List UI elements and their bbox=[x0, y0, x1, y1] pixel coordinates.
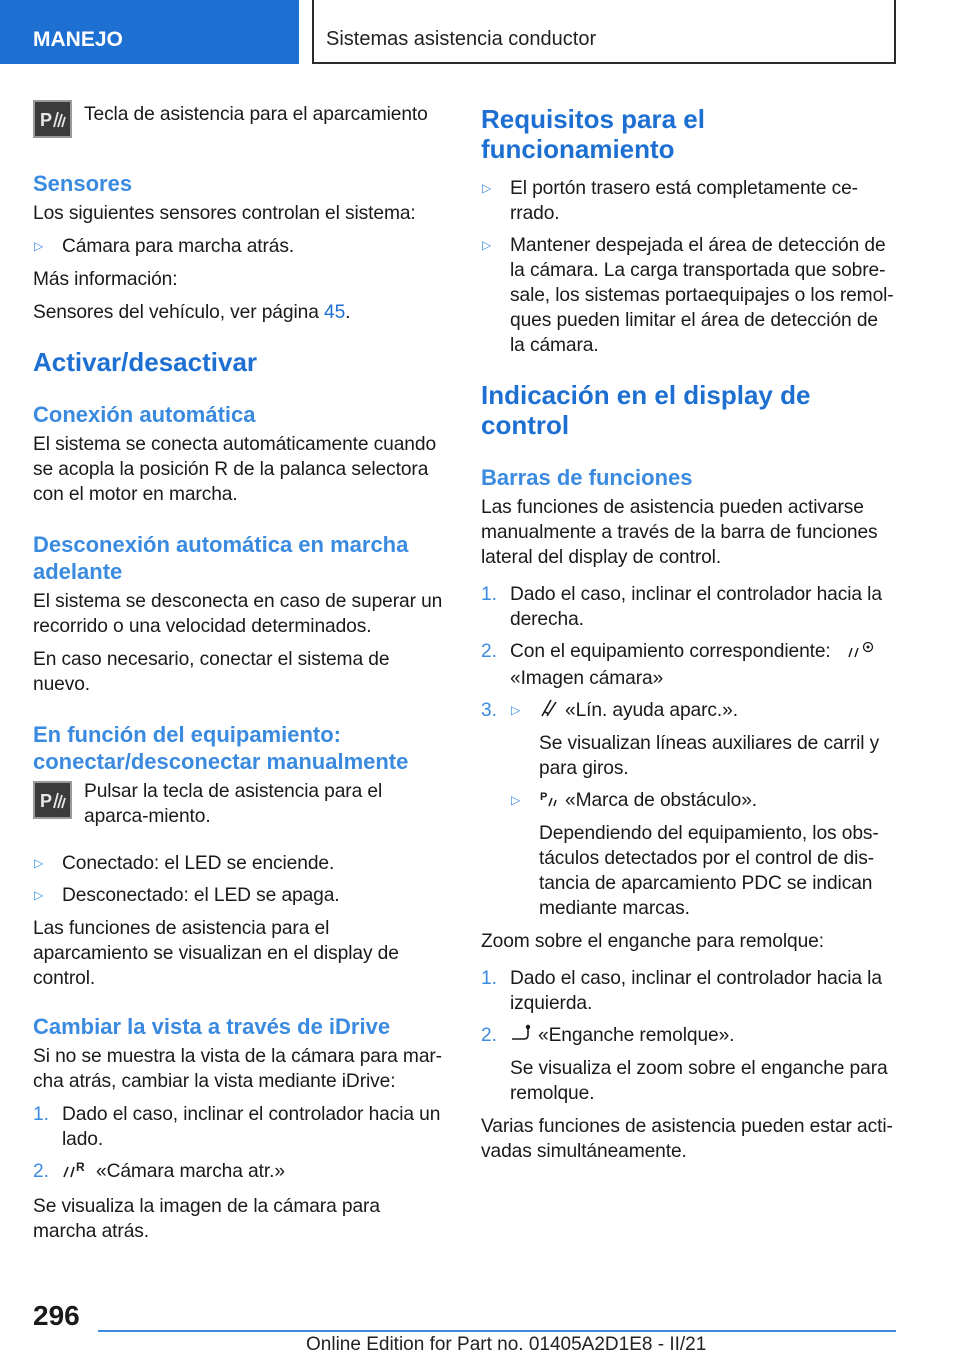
left-column bbox=[33, 100, 447, 1252]
p-visualiza: Se visualiza la imagen de la cámara para marcha atrás. bbox=[33, 1196, 380, 1242]
p-funciones: Las funciones de asistencia para el aparcamiento se visualizan en el display de control. bbox=[33, 918, 399, 989]
sub-description: Se visualizan líneas auxiliares de carril y para giros. bbox=[539, 733, 880, 779]
svg-text:R: R bbox=[76, 1160, 85, 1174]
footer-edition: Online Edition for Part no. 01405A2D1E8 - II/21 bbox=[306, 1334, 707, 1355]
heading-cambiar: Cambiar la vista a través de iDrive bbox=[33, 1014, 391, 1039]
heading-activar: Activar/desactivar bbox=[33, 347, 258, 377]
header-section: MANEJO bbox=[0, 0, 299, 64]
heading-conexion: Conexión automática bbox=[33, 402, 256, 427]
key-row-1 bbox=[33, 100, 447, 138]
header-chapter: Sistemas asistencia conductor bbox=[312, 0, 896, 64]
page-number: 296 bbox=[33, 1300, 80, 1331]
heading-desconexion: Desconexión automática en marcha adelante bbox=[33, 532, 409, 584]
p-sensores-ref: Sensores del vehículo, ver página 45. bbox=[33, 302, 351, 323]
park-assist-key-icon bbox=[33, 781, 72, 819]
steps-zoom bbox=[481, 966, 895, 1106]
heading-barras: Barras de funciones bbox=[481, 465, 693, 490]
list-item: ▷ P «Marca de obstáculo». Dependiendo del equipamiento, los obs-táculos detectados por el control de dis-tancia de aparcamiento PDC se indican mediante marcas. bbox=[510, 788, 895, 921]
list-item: 1. Dado el caso, inclinar el controlador hacia la izquierda. bbox=[481, 968, 882, 1014]
p-desconexion-1: El sistema se desconecta en caso de superar un recorrido o una velocidad determinados. bbox=[33, 591, 443, 637]
list-item: 2. «Enganche remolque». Se visualiza el zoom sobre el enganche para remolque. bbox=[481, 1023, 895, 1106]
p-conexion: El sistema se conecta automáticamente cuando se acopla la posición R de la palanca selectora con el motor en marcha. bbox=[33, 434, 437, 505]
heading-sensores: Sensores bbox=[33, 171, 133, 196]
list-item: 1. Dado el caso, inclinar el controlador hacia un lado. bbox=[33, 1104, 441, 1150]
camera-settings-icon bbox=[846, 639, 876, 666]
svg-text:P: P bbox=[39, 110, 52, 130]
heading-requisitos: Requisitos para el funcionamiento bbox=[481, 104, 705, 164]
steps-barras bbox=[481, 582, 895, 921]
page-link[interactable]: 45 bbox=[324, 302, 346, 323]
key-row-2 bbox=[33, 781, 447, 837]
key-text-1: Tecla de asistencia para el aparcamiento bbox=[84, 104, 428, 125]
list-sensores bbox=[33, 234, 447, 259]
steps-cambiar bbox=[33, 1102, 447, 1186]
right-column bbox=[481, 100, 895, 1172]
heading-indicacion: Indicación en el display de control bbox=[481, 380, 811, 440]
list-item: ▷ El portón trasero está completamente ce-rrado. bbox=[481, 176, 895, 226]
footer-divider bbox=[98, 1330, 896, 1332]
list-requisitos bbox=[481, 176, 895, 358]
list-led bbox=[33, 851, 447, 908]
key-text-2: Pulsar la tecla de asistencia para el aparca-miento. bbox=[84, 781, 383, 827]
trailer-hitch-icon bbox=[510, 1023, 532, 1050]
svg-text:P: ▷ P bbox=[540, 791, 548, 803]
list-item: ▷ «Lín. ayuda aparc.». Se visualizan líneas auxiliares de carril y para giros. bbox=[510, 698, 895, 781]
list-item: ▷ Conectado: el LED se enciende. bbox=[33, 851, 447, 876]
list-item: 2. R «Cámara marcha atr.» bbox=[33, 1159, 447, 1186]
list-item: ▷ Cámara para marcha atrás. bbox=[33, 234, 447, 259]
heading-equipamiento: En función del equipamiento: conectar/desconectar manualmente bbox=[33, 722, 409, 774]
svg-text:P: P bbox=[39, 791, 52, 811]
list-item: 3. ▷ «Lín. ayuda aparc.». Se visualizan líneas auxiliares de carril y para giros. ▷ P «Marca de obstáculo». Dependiendo del equipamiento, los obs-táculos detectados por el control de dis-tancia de aparcamiento PDC se indican mediante marcas. bbox=[481, 698, 895, 921]
list-item: ▷ Desconectado: el LED se apaga. bbox=[33, 883, 447, 908]
p-mas-info: Más información: bbox=[33, 269, 178, 290]
reverse-camera-icon bbox=[62, 1159, 90, 1186]
list-item: ▷ Mantener despejada el área de detección de la cámara. La carga transportada que sobre-sale, los sistemas portaequipajes o los remol-ques pueden limitar el área de detección de la cámara. bbox=[481, 233, 895, 358]
sub-description: Dependiendo del equipamiento, los obs-táculos detectados por el control de dis-tancia de aparcamiento PDC se indican mediante marcas. bbox=[539, 823, 879, 919]
p-cambiar: Si no se muestra la vista de la cámara para mar-cha atrás, cambiar la vista mediante iDrive: bbox=[33, 1046, 442, 1092]
obstacle-marking-icon bbox=[539, 788, 559, 815]
p-varias: Varias funciones de asistencia pueden estar acti-vadas simultáneamente. bbox=[481, 1116, 893, 1162]
p-sensores: Los siguientes sensores controlan el sistema: bbox=[33, 203, 416, 224]
sub-list bbox=[510, 698, 895, 921]
p-zoom: Zoom sobre el enganche para remolque: bbox=[481, 931, 824, 952]
park-assist-key-icon bbox=[33, 100, 72, 138]
parking-lines-icon bbox=[539, 698, 559, 725]
p-barras: Las funciones de asistencia pueden activarse manualmente a través de la barra de funciones lateral del display de control. bbox=[481, 497, 878, 568]
list-item: 1. Dado el caso, inclinar el controlador hacia la derecha. bbox=[481, 584, 882, 630]
list-item: 2. Con el equipamiento correspondiente: «Imagen cámara» bbox=[481, 639, 895, 691]
p-desconexion-2: En caso necesario, conectar el sistema de nuevo. bbox=[33, 649, 390, 695]
sub-description: Se visualiza el zoom sobre el enganche para remolque. bbox=[510, 1058, 888, 1104]
